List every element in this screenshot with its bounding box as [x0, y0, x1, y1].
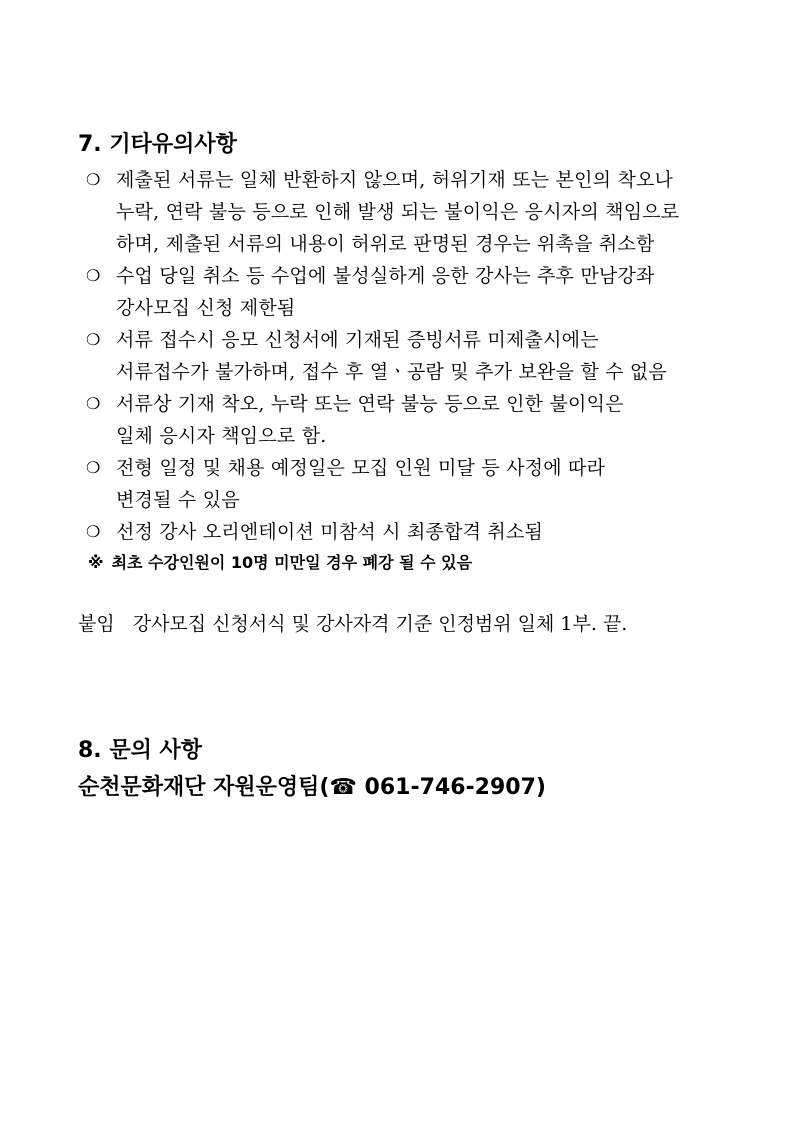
item-3-line-1: 서류 접수시 응모 신청서에 기재된 증빙서류 미제출시에는	[116, 329, 599, 351]
item-1-line-2: 누락, 연락 불능 등으로 인해 발생 되는 불이익은 응시자의 책임으로	[116, 201, 680, 223]
item-2-line-1: 수업 당일 취소 등 수업에 불성실하게 응한 강사는 추후 만남강좌	[116, 265, 655, 287]
attachment-line	[78, 610, 627, 638]
item-4-line-2: 일체 응시자 책임으로 함.	[116, 425, 327, 447]
attachment-text: 강사모집 신청서식 및 강사자격 기준 인정범위 일체 1부. 끝.	[132, 613, 628, 635]
item-6-line-1: 선정 강사 오리엔테이션 미참석 시 최종합격 취소됨	[116, 521, 544, 543]
bullet-icon: ❍	[86, 522, 101, 541]
section7-title: 7. 기타유의사항	[78, 132, 237, 157]
closure-notice-text: 최초 수강인원이 10명 미만일 경우 폐강 될 수 있음	[111, 553, 473, 572]
item-5-line-2: 변경될 수 있음	[116, 489, 240, 511]
item-4-line-1: 서류상 기재 착오, 누락 또는 연락 불능 등으로 인한 불이익은	[116, 393, 624, 415]
item-1-line-1: 제출된 서류는 일체 반환하지 않으며, 허위기재 또는 본인의 착오나	[116, 169, 674, 191]
item-3-line-2: 서류접수가 불가하며, 접수 후 열ㆍ공람 및 추가 보완을 할 수 없음	[116, 361, 668, 383]
bullet-icon: ❍	[86, 394, 101, 413]
attachment-label: 붙임	[78, 613, 115, 635]
closure-notice	[88, 550, 472, 576]
bullet-icon: ❍	[86, 170, 101, 189]
section8-title: 8. 문의 사항	[78, 738, 202, 763]
bullet-icon: ❍	[86, 266, 101, 285]
reference-mark-icon: ※	[88, 553, 104, 572]
item-1-line-3: 하며, 제출된 서류의 내용이 허위로 판명된 경우는 위촉을 취소함	[116, 233, 655, 255]
item-5-line-1: 전형 일정 및 채용 예정일은 모집 인원 미달 등 사정에 따라	[116, 457, 606, 479]
item-2-line-2: 강사모집 신청 제한됨	[116, 297, 296, 319]
bullet-icon: ❍	[86, 330, 101, 349]
bullet-icon: ❍	[86, 458, 101, 477]
contact-info: 순천문화재단 자원운영팀(☎ 061-746-2907)	[78, 775, 546, 800]
